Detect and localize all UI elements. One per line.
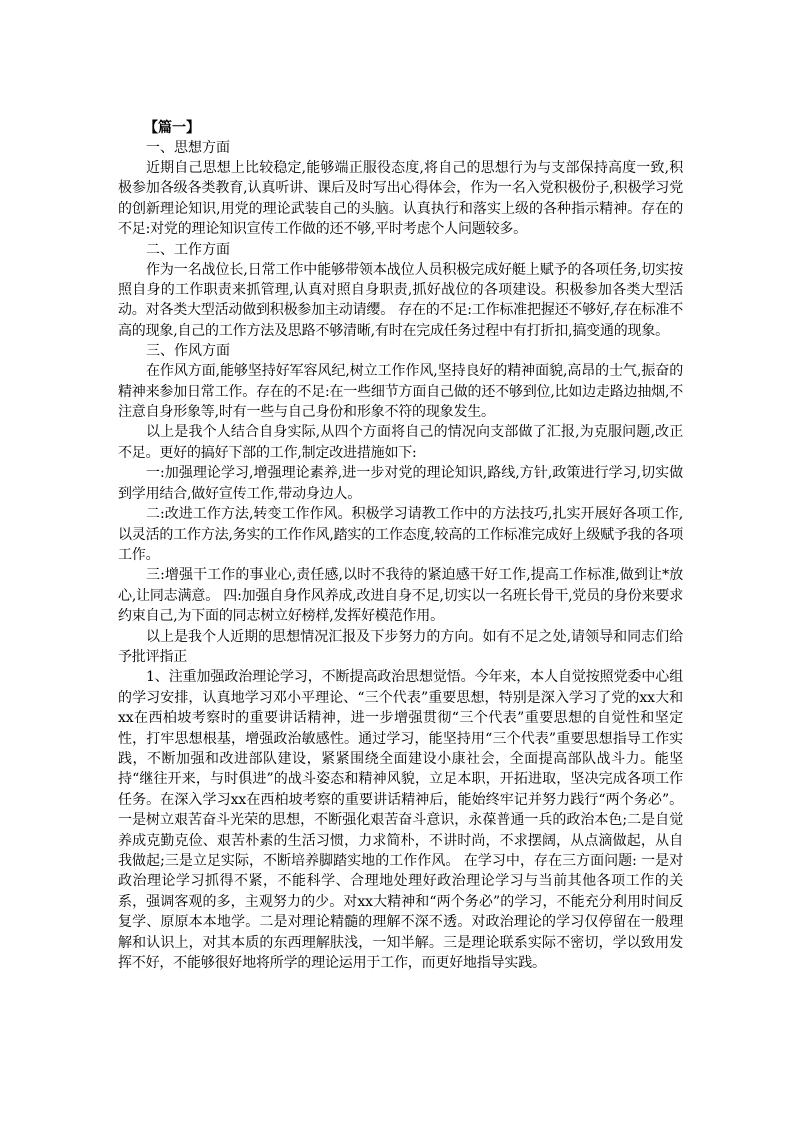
paragraph: 二:改进工作方法,转变工作作风。积极学习请教工作中的方法技巧,扎实开展好各项工作,以灵活的工作方法,务实的工作作风,踏实的工作态度,较高的工作标准完成好上级赋予我的各项工作。 [118, 506, 683, 563]
section-title: 三、作风方面 [146, 343, 230, 360]
paragraph: 作为一名战位长,日常工作中能够带领本战位人员积极完成好艇上赋予的各项任务,切实按照自身的工作职责来抓管理,认真对照自身职责,抓好战位的各项建设。积极参加各类大型活动。对各类大型活动做到积极参加主动请缨。 存在的不足:工作标准把握还不够好,存在标准不高的现象,自己的工作方法及思路不够清晰,有时在完成任务过程中有打折扣,搞变通的现象。 [118, 261, 684, 339]
paragraph: 近期自己思想上比较稳定,能够端正服役态度,将自己的思想行为与支部保持高度一致,积极参加各级各类教育,认真听讲、课后及时写出心得体会，作为一名入党积极份子,积极学习党的创新理论知识,用党的理论武装自己的头脑。认真执行和落实上级的各种指示精神。存在的不足:对党的理论知识宣传工作做的还不够,平时考虑个人问题较多。 [118, 160, 683, 238]
paragraph: 三:增强干工作的事业心,责任感,以时不我待的紧迫感干好工作,提高工作标准,做到让*放心,让同志满意。 四:加强自身作风养成,改进自身不足,切实以一名班长骨干,党员的身份来要求约束自己,为下面的同志树立好榜样,发挥好模范作用。 [118, 567, 683, 625]
paragraph: 1、注重加强政治理论学习，不断提高政治思想觉悟。今年来，本人自觉按照党委中心组的学习安排，认真地学习邓小平理论、“三个代表”重要思想，特别是深入学习了党的xx大和xx在西柏坡考察时的重要讲话精神，进一步增强贯彻“三个代表”重要思想的自觉性和坚定性，打牢思想根基，增强政治敏感性。通过学习，能坚持用“三个代表”重要思想指导工作实践，不断加强和改进部队建设，紧紧围绕全面建设小康社会，全面提高部队战斗力。能坚持“继往开来，与时俱进”的战斗姿态和精神风貌，立足本职，开拓进取，坚决完成各项工作任务。在深入学习xx在西柏坡考察的重要讲话精神后，能始终牢记并努力践行“两个务必”。一是树立艰苦奋斗光荣的思想，不断强化艰苦奋斗意识，永葆普通一兵的政治本色;二是自觉养成克勤克俭、艰苦朴素的生活习惯，力求简朴，不讲时尚，不求摆阔，从点滴做起，从自我做起;三是立足实际，不断培养脚踏实地的工作作风。 在学习中，存在三方面问题: 一是对政治理论学习抓得不紧，不能科学、合理地处理好政治理论学习与当前其他各项工作的关系，强调客观的多，主观努力的少。对xx大精神和“两个务必”的学习，不能充分利用时间反复学、原原本本地学。二是对理论精髓的理解不深不透。对政治理论的学习仅停留在一般理解和认识上，对其本质的东西理解肤浅，一知半解。三是理论联系实际不密切，学以致用发挥不好，不能够很好地将所学的理论运用于工作，而更好地指导实践。 [118, 669, 683, 972]
document-page [118, 118, 683, 973]
section-title: 一、思想方面 [146, 140, 230, 156]
document-body [118, 138, 683, 973]
section-title: 二、工作方面 [146, 241, 230, 258]
document-heading: 【篇一】 [144, 120, 200, 136]
paragraph: 在作风方面,能够坚持好军容风纪,树立工作作风,坚持良好的精神面貌,高昂的士气,振奋的精神来参加日常工作。存在的不足:在一些细节方面自己做的还不够到位,比如边走路边抽烟,不注意自身形象等,时有一些与自己身份和形象不符的现象发生。 [118, 363, 684, 421]
paragraph: 以上是我个人结合自身实际,从四个方面将自己的情况向支部做了汇报,为克服问题,改正不足。更好的搞好下部的工作,制定改进措施如下: [118, 424, 683, 461]
paragraph: 以上是我个人近期的思想情况汇报及下步努力的方向。如有不足之处,请领导和同志们给予批评指正 [118, 628, 683, 665]
paragraph: 一:加强理论学习,增强理论素养,进一步对党的理论知识,路线,方针,政策进行学习,切实做到学用结合,做好宣传工作,带动身边人。 [118, 465, 683, 502]
